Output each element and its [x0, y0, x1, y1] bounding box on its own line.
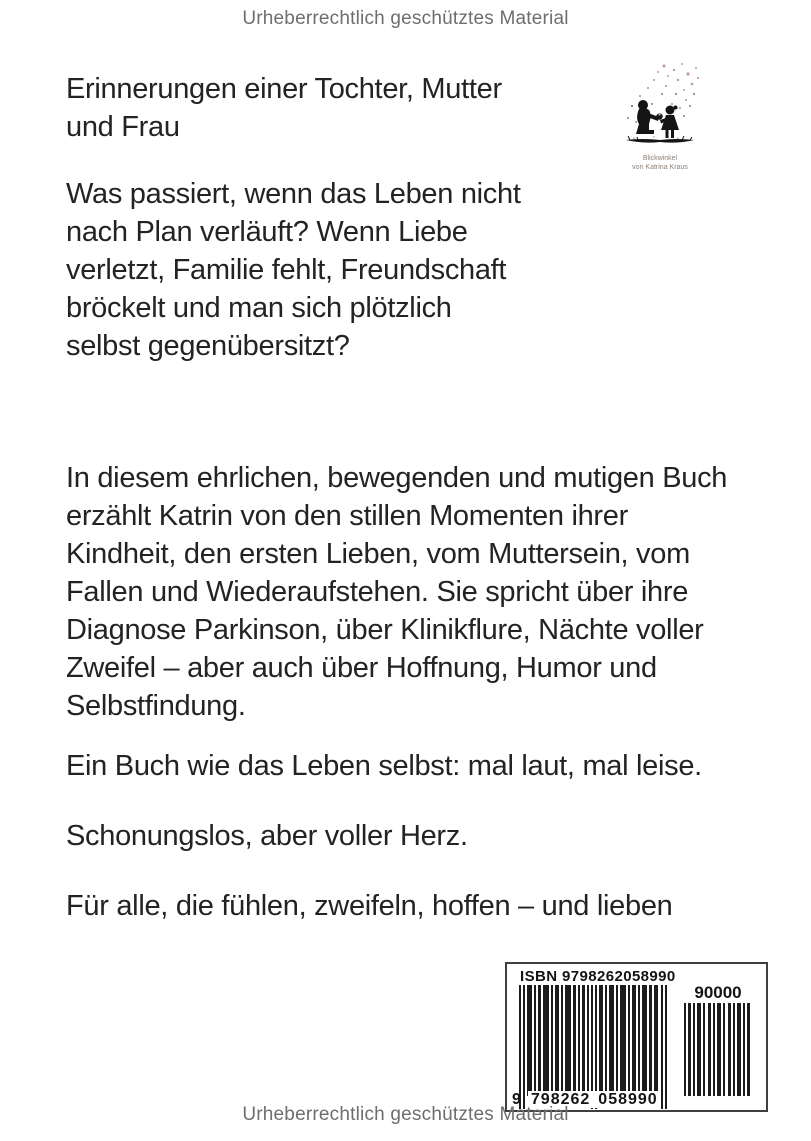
- intro-question-text: [66, 175, 521, 365]
- text-line: Für alle, die fühlen, zweifeln, hoffen – und lieben: [66, 890, 673, 922]
- text-line: Schonungslos, aber voller Herz.: [66, 820, 468, 852]
- isbn-number-label: ISBN 9798262058990: [520, 968, 676, 985]
- copyright-watermark-top: Urheberrechtlich geschütztes Material: [242, 8, 569, 29]
- book-description-text: [66, 459, 727, 725]
- barcode-digit-left: 9: [512, 1091, 522, 1108]
- copyright-watermark-bottom: Urheberrechtlich geschütztes Material: [242, 1104, 569, 1125]
- barcode-digit-group1: 798262: [528, 1091, 593, 1108]
- isbn-barcode-box: [505, 962, 768, 1112]
- logo-caption: [608, 154, 712, 172]
- barcode-digit-group2: 058990: [595, 1091, 660, 1108]
- text-line: Ein Buch wie das Leben selbst: mal laut, mal leise.: [66, 750, 702, 782]
- text-line: Fallen und Wiederaufstehen. Sie spricht über ihre: [66, 576, 689, 608]
- text-line: In diesem ehrlichen, bewegenden und mutigen Buch: [66, 462, 728, 494]
- ean5-addon-barcode-icon: [684, 1003, 752, 1096]
- tagline-2: [66, 817, 468, 855]
- text-line: und Frau: [66, 111, 180, 143]
- text-line: bröckelt und man sich plötzlich: [66, 292, 452, 324]
- children-silhouette-logo: [618, 60, 702, 154]
- tagline-1: [66, 747, 702, 785]
- text-line: Selbstfindung.: [66, 690, 246, 722]
- tagline-3: [66, 887, 672, 925]
- text-line: nach Plan verläuft? Wenn Liebe: [66, 216, 468, 248]
- logo-caption-line2: von Katrina Kraus: [632, 164, 688, 171]
- text-line: Diagnose Parkinson, über Klinikflure, Nächte voller: [66, 614, 704, 646]
- logo-caption-line1: Blickwinkel: [642, 155, 678, 162]
- text-line: Zweifel – aber auch über Hoffnung, Humor und: [66, 652, 657, 684]
- text-line: erzählt Katrin von den stillen Momenten ihrer: [66, 500, 628, 532]
- text-line: verletzt, Familie fehlt, Freundschaft: [66, 254, 507, 286]
- children-silhouette-icon: [618, 60, 702, 154]
- barcode-addon-label: 90000: [694, 983, 742, 1002]
- text-line: Kindheit, den ersten Lieben, vom Muttersein, vom: [66, 538, 690, 570]
- text-line: Was passiert, wenn das Leben nicht: [66, 178, 521, 210]
- subtitle-text: [66, 70, 502, 146]
- text-line: Erinnerungen einer Tochter, Mutter: [66, 73, 502, 105]
- text-line: selbst gegenübersitzt?: [66, 330, 350, 362]
